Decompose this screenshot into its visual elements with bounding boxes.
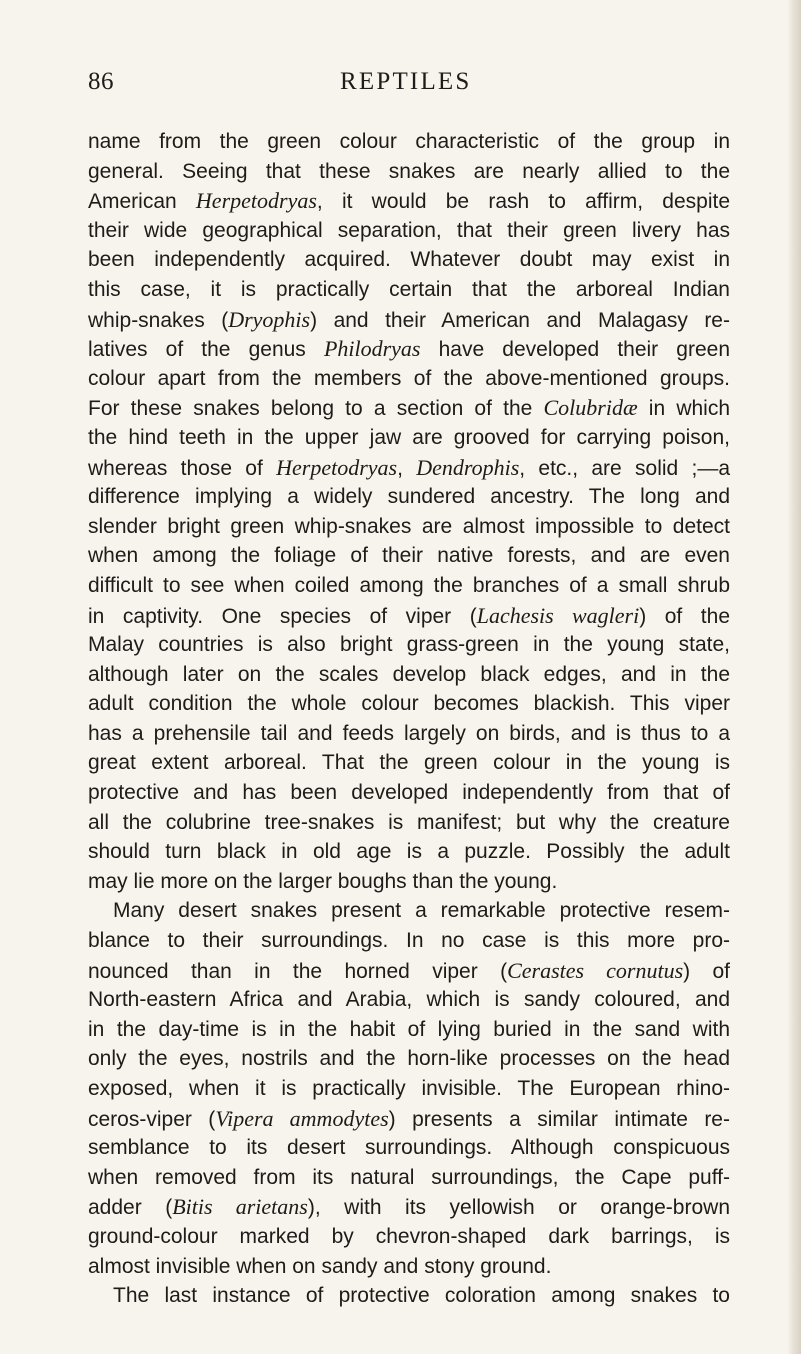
page-number: 86 (88, 68, 114, 95)
text-segment: semblance to its desert surroundings. Although conspicuous (88, 1136, 730, 1160)
text-segment: ) of the (639, 604, 730, 628)
text-line (88, 1192, 730, 1222)
text-segment: latives of the genus (88, 338, 324, 362)
text-segment: when among the foliage of their native forests, and are even (88, 544, 730, 568)
page-header (88, 68, 728, 108)
text-line (88, 305, 730, 335)
text-segment: in the day-time is in the habit of lying buried in the sand with (88, 1017, 730, 1041)
text-line (88, 719, 730, 749)
text-segment: ) presents a similar intimate re- (388, 1107, 730, 1131)
text-line (88, 1281, 730, 1311)
text-segment: exposed, when it is practically invisible. The European rhino- (88, 1077, 730, 1100)
text-line (88, 186, 730, 216)
text-line (88, 216, 730, 246)
text-segment: the hind teeth in the upper jaw are grooved for carrying poison, (88, 425, 730, 449)
text-segment: , (397, 456, 417, 480)
text-line (88, 482, 730, 512)
italic-term: Dendrophis (416, 454, 520, 480)
text-segment: nounced than in the horned viper ( (88, 959, 508, 983)
text-segment: The last instance of protective coloration among snakes to (113, 1284, 730, 1308)
text-segment: name from the green colour characteristic of the group in (88, 130, 730, 153)
text-segment: difference implying a widely sundered ancestry. The long and (88, 485, 730, 509)
text-segment: protective and has been developed independently from that of (88, 781, 730, 805)
text-segment: although later on the scales develop black edges, and in the (88, 662, 730, 686)
text-line (88, 985, 730, 1015)
text-line (88, 689, 730, 719)
text-line (88, 660, 730, 690)
italic-term: Colubridæ (543, 395, 638, 421)
text-segment: this case, it is practically certain that the arboreal Indian (88, 277, 730, 301)
text-segment: have developed their green (420, 338, 730, 362)
text-segment: North-eastern Africa and Arabia, which is sandy coloured, and (88, 988, 730, 1012)
text-line (88, 453, 730, 483)
text-line (88, 1252, 730, 1282)
text-line (88, 334, 730, 364)
text-line (88, 571, 730, 601)
text-line (88, 245, 730, 275)
text-line (88, 1133, 730, 1163)
text-segment: Many desert snakes present a remarkable protective resem- (113, 899, 730, 923)
text-segment: American (88, 190, 196, 214)
text-segment: almost invisible when on sandy and stony ground. (88, 1254, 552, 1278)
text-line (88, 601, 730, 631)
text-segment: should turn black in old age is a puzzle. Possibly the adult (88, 840, 730, 864)
italic-term: Vipera ammodytes (215, 1105, 389, 1131)
text-line (88, 808, 730, 838)
text-segment: , etc., are solid ;—a (519, 456, 730, 480)
text-segment: all the colubrine tree-snakes is manifest; but why the creature (88, 810, 730, 834)
text-line (88, 393, 730, 423)
text-line (88, 748, 730, 778)
text-line (88, 956, 730, 986)
text-segment: when removed from its natural surroundings, the Cape puff- (88, 1165, 730, 1189)
text-line (88, 926, 730, 956)
text-segment: For these snakes belong to a section of the (88, 397, 544, 421)
text-line (88, 1104, 730, 1134)
text-line (88, 423, 730, 453)
text-segment: colour apart from the members of the above-mentioned groups. (88, 366, 730, 390)
text-line (88, 541, 730, 571)
text-line (88, 1074, 730, 1104)
text-line (88, 275, 730, 305)
text-segment: whereas those of (88, 456, 277, 480)
text-segment: adult condition the whole colour becomes blackish. This viper (88, 692, 730, 716)
text-segment: ground-colour marked by chevron-shaped dark barrings, is (88, 1224, 730, 1248)
text-segment: may lie more on the larger boughs than the young. (88, 869, 558, 893)
page-edge-shadow (787, 0, 801, 1354)
text-segment: blance to their surroundings. In no case is this more pro- (88, 929, 730, 953)
text-segment: ), with its yellowish or orange-brown (307, 1196, 730, 1220)
body-text (88, 127, 730, 1311)
text-segment: only the eyes, nostrils and the horn-like processes on the head (88, 1047, 730, 1071)
italic-term: Philodryas (323, 336, 421, 362)
text-segment: adder ( (88, 1196, 173, 1220)
text-line (88, 630, 730, 660)
text-line (88, 1044, 730, 1074)
text-segment: great extent arboreal. That the green colour in the young is (88, 751, 730, 775)
text-line (88, 778, 730, 808)
text-line (88, 157, 730, 187)
text-segment: general. Seeing that these snakes are nearly allied to the (88, 159, 730, 183)
text-line (88, 1222, 730, 1252)
text-line (88, 512, 730, 542)
text-segment: their wide geographical separation, that their green livery has (88, 218, 730, 242)
italic-term: Bitis arietans (172, 1194, 308, 1220)
text-line (88, 1015, 730, 1045)
text-line (88, 896, 730, 926)
text-line (88, 867, 730, 897)
text-segment: been independently acquired. Whatever doubt may exist in (88, 248, 730, 272)
text-line (88, 1163, 730, 1193)
text-segment: ceros-viper ( (88, 1107, 216, 1131)
text-line (88, 837, 730, 867)
italic-term: Lachesis wagleri (476, 602, 640, 628)
text-line (88, 127, 730, 157)
running-head: REPTILES (340, 68, 472, 95)
text-segment: in captivity. One species of viper ( (88, 604, 477, 628)
italic-term: Herpetodryas (195, 188, 317, 214)
text-segment: Malay countries is also bright grass-green in the young state, (88, 633, 730, 657)
italic-term: Dryophis (228, 306, 311, 332)
text-line (88, 364, 730, 394)
text-segment: slender bright green whip-snakes are almost impossible to detect (88, 514, 730, 538)
italic-term: Herpetodryas (276, 454, 398, 480)
text-segment: whip-snakes ( (88, 308, 229, 332)
italic-term: Cerastes cornutus (507, 957, 684, 983)
text-segment: in which (637, 397, 731, 421)
text-segment: ) and their American and Malagasy re- (310, 308, 730, 332)
text-segment: difficult to see when coiled among the branches of a small shrub (88, 573, 730, 597)
text-segment: ) of (683, 959, 730, 983)
text-segment: has a prehensile tail and feeds largely on birds, and is thus to a (88, 721, 730, 745)
text-segment: , it would be rash to affirm, despite (316, 190, 730, 214)
